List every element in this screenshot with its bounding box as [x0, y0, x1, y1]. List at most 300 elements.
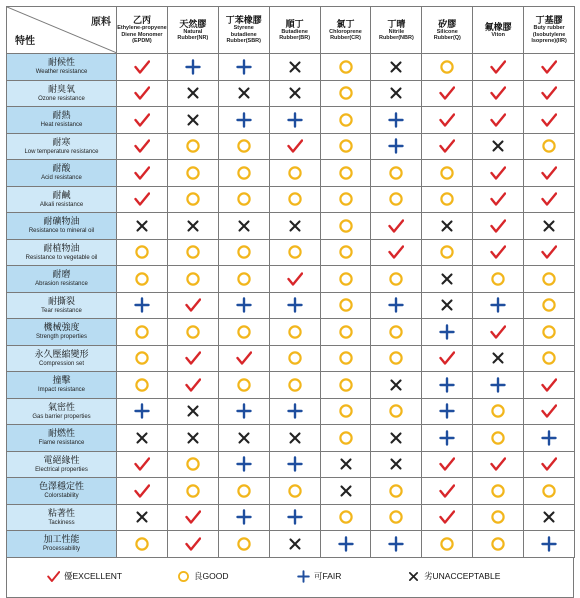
- rating-cell: [218, 107, 269, 134]
- property-name-cn: 撞擊: [52, 375, 71, 386]
- circle-icon: [490, 536, 506, 552]
- rating-cell: [524, 186, 575, 213]
- legend-item: [297, 570, 341, 583]
- property-name-cn: 電絕緣性: [43, 454, 80, 465]
- rating-cell: [371, 186, 422, 213]
- rating-cell: [320, 133, 371, 160]
- rating-cell: [269, 133, 320, 160]
- check-icon: [134, 59, 150, 75]
- cross-icon: [287, 536, 303, 552]
- cross-icon: [185, 218, 201, 234]
- table-row: [7, 531, 575, 558]
- material-name-cn: 順丁: [285, 18, 304, 29]
- property-cell: [7, 531, 117, 558]
- rating-cell: [524, 478, 575, 505]
- property-name-cn: 耐礦物油: [43, 216, 80, 227]
- rating-cell: [218, 478, 269, 505]
- material-name-cn: 丁苯橡膠: [225, 15, 262, 26]
- property-name-en: Strength properties: [35, 334, 88, 341]
- material-name-en-2: Rubber(BR): [279, 35, 311, 41]
- rating-cell: [320, 372, 371, 399]
- cross-icon: [388, 85, 404, 101]
- circle-icon: [185, 191, 201, 207]
- rating-cell: [371, 504, 422, 531]
- rating-cell: [167, 292, 218, 319]
- cross-icon: [338, 483, 354, 499]
- rating-cell: [320, 292, 371, 319]
- circle-icon: [541, 271, 557, 287]
- material-header: [167, 7, 218, 54]
- rating-cell: [473, 54, 524, 81]
- property-name-en: Electrical properties: [35, 466, 88, 473]
- rating-cell: [269, 504, 320, 531]
- legend-item: [177, 570, 228, 583]
- material-name-en-1: Viton: [491, 31, 505, 38]
- circle-icon: [236, 377, 252, 393]
- circle-icon: [338, 271, 354, 287]
- circle-icon: [338, 59, 354, 75]
- circle-icon: [134, 271, 150, 287]
- cross-icon: [439, 297, 455, 313]
- cross-icon: [287, 59, 303, 75]
- plus-icon: [338, 536, 354, 552]
- check-icon: [439, 456, 455, 472]
- cross-icon: [236, 430, 252, 446]
- rating-cell: [524, 504, 575, 531]
- material-name-en-2: butadiene: [230, 31, 257, 38]
- cross-icon: [185, 85, 201, 101]
- property-label: 特性: [15, 36, 35, 47]
- circle-icon: [185, 165, 201, 181]
- table-row: [7, 425, 575, 452]
- circle-icon: [287, 244, 303, 260]
- circle-icon: [185, 483, 201, 499]
- rating-cell: [218, 345, 269, 372]
- property-name-cn: 永久壓縮變形: [34, 348, 89, 359]
- circle-icon: [134, 536, 150, 552]
- circle-icon: [490, 271, 506, 287]
- circle-icon: [338, 324, 354, 340]
- circle-icon: [338, 509, 354, 525]
- rating-cell: [269, 478, 320, 505]
- property-name-cn: 耐磨: [52, 269, 71, 280]
- plus-icon: [541, 536, 557, 552]
- circle-icon: [338, 138, 354, 154]
- circle-icon: [490, 483, 506, 499]
- property-cell: [7, 451, 117, 478]
- rating-cell: [269, 345, 320, 372]
- rating-cell: [371, 213, 422, 240]
- legend-label: 劣UNACCEPTABLE: [424, 571, 501, 581]
- rating-cell: [473, 531, 524, 558]
- rating-cell: [218, 160, 269, 187]
- cross-icon: [490, 138, 506, 154]
- circle-icon: [388, 403, 404, 419]
- rating-cell: [269, 239, 320, 266]
- circle-icon: [541, 350, 557, 366]
- material-header: [473, 7, 524, 54]
- rating-cell: [269, 398, 320, 425]
- rating-cell: [473, 133, 524, 160]
- check-icon: [185, 377, 201, 393]
- rating-cell: [320, 345, 371, 372]
- rating-cell: [167, 239, 218, 266]
- rating-cell: [473, 319, 524, 346]
- plus-icon: [388, 112, 404, 128]
- table-row: [7, 213, 575, 240]
- rating-cell: [473, 292, 524, 319]
- material-name-cn: 氟橡膠: [484, 21, 512, 32]
- cross-icon: [439, 271, 455, 287]
- legend-item: [407, 570, 500, 583]
- circle-icon: [338, 403, 354, 419]
- rating-cell: [167, 133, 218, 160]
- property-name-en: Processability: [42, 546, 80, 553]
- rating-cell: [117, 160, 168, 187]
- legend: [6, 558, 574, 598]
- check-icon: [541, 59, 557, 75]
- plus-icon: [439, 377, 455, 393]
- rating-cell: [524, 531, 575, 558]
- circle-icon: [388, 350, 404, 366]
- rating-cell: [524, 80, 575, 107]
- cross-icon: [407, 570, 420, 583]
- rating-cell: [320, 213, 371, 240]
- check-icon: [490, 244, 506, 260]
- property-cell: [7, 504, 117, 531]
- rating-cell: [422, 186, 473, 213]
- rating-cell: [473, 425, 524, 452]
- rating-cell: [269, 160, 320, 187]
- cross-icon: [287, 218, 303, 234]
- property-cell: [7, 398, 117, 425]
- rating-cell: [422, 451, 473, 478]
- circle-icon: [338, 377, 354, 393]
- property-cell: [7, 186, 117, 213]
- circle-icon: [541, 483, 557, 499]
- property-name-en: Acid resistance: [41, 175, 82, 182]
- check-icon: [490, 165, 506, 181]
- property-name-cn: 耐酸: [52, 163, 71, 174]
- material-name-en-1: Nitrile: [388, 28, 405, 35]
- cross-icon: [134, 218, 150, 234]
- property-cell: [7, 266, 117, 293]
- property-cell: [7, 107, 117, 134]
- rating-cell: [473, 398, 524, 425]
- plus-icon: [490, 297, 506, 313]
- property-name-en: Ozone resistance: [38, 95, 85, 102]
- rating-cell: [422, 133, 473, 160]
- rating-cell: [371, 345, 422, 372]
- plus-icon: [490, 377, 506, 393]
- property-name-cn: 耐植物油: [43, 242, 80, 253]
- material-header: [269, 7, 320, 54]
- property-name-en: Flame resistance: [38, 440, 85, 447]
- rating-cell: [218, 133, 269, 160]
- rating-cell: [524, 160, 575, 187]
- rating-cell: [422, 531, 473, 558]
- check-icon: [439, 112, 455, 128]
- rating-cell: [269, 531, 320, 558]
- rating-cell: [269, 266, 320, 293]
- plus-icon: [236, 112, 252, 128]
- rating-cell: [371, 80, 422, 107]
- rating-cell: [371, 372, 422, 399]
- material-name-en-3: Rubber(SBR): [226, 38, 261, 45]
- rating-cell: [218, 372, 269, 399]
- property-name-cn: 粘著性: [47, 507, 75, 518]
- material-header: [320, 7, 371, 54]
- rating-cell: [269, 372, 320, 399]
- material-name-en-1: Ethylene-propyene: [117, 25, 167, 32]
- rating-cell: [167, 398, 218, 425]
- rating-cell: [218, 504, 269, 531]
- circle-icon: [490, 430, 506, 446]
- plus-icon: [236, 456, 252, 472]
- rating-cell: [269, 451, 320, 478]
- material-name-en-1: Silicone: [436, 28, 458, 35]
- cross-icon: [236, 218, 252, 234]
- rating-cell: [167, 213, 218, 240]
- check-icon: [134, 85, 150, 101]
- rating-cell: [269, 54, 320, 81]
- circle-icon: [439, 244, 455, 260]
- property-name-cn: 耐燃性: [47, 428, 75, 439]
- check-icon: [439, 509, 455, 525]
- rating-cell: [473, 80, 524, 107]
- property-name-en: Compression set: [38, 360, 85, 367]
- material-name-en-1: Butadiene: [281, 28, 308, 35]
- rating-cell: [524, 54, 575, 81]
- table-row: [7, 107, 575, 134]
- circle-icon: [490, 509, 506, 525]
- rating-cell: [117, 372, 168, 399]
- rating-cell: [422, 80, 473, 107]
- rating-cell: [117, 451, 168, 478]
- check-icon: [134, 191, 150, 207]
- check-icon: [388, 218, 404, 234]
- material-name-cn: 丁晴: [387, 18, 406, 29]
- check-icon: [185, 297, 201, 313]
- cross-icon: [388, 456, 404, 472]
- rating-cell: [371, 133, 422, 160]
- circle-icon: [388, 191, 404, 207]
- check-icon: [541, 456, 557, 472]
- rating-cell: [320, 266, 371, 293]
- cross-icon: [134, 430, 150, 446]
- check-icon: [185, 509, 201, 525]
- check-icon: [490, 85, 506, 101]
- property-name-en: Resistance to vegetable oil: [25, 254, 98, 261]
- cross-icon: [287, 85, 303, 101]
- cross-icon: [185, 430, 201, 446]
- rating-cell: [167, 345, 218, 372]
- material-name-cn: 天然膠: [179, 18, 207, 29]
- rating-cell: [422, 54, 473, 81]
- circle-icon: [338, 165, 354, 181]
- check-icon: [439, 85, 455, 101]
- rating-cell: [473, 478, 524, 505]
- material-header: [371, 7, 422, 54]
- property-name-cn: 耐臭氧: [47, 83, 75, 94]
- rating-cell: [371, 54, 422, 81]
- circle-icon: [134, 350, 150, 366]
- rating-cell: [167, 451, 218, 478]
- property-name-en: Gas barrier properties: [32, 413, 91, 420]
- rating-cell: [117, 504, 168, 531]
- rating-cell: [371, 319, 422, 346]
- table-row: [7, 239, 575, 266]
- rating-cell: [117, 186, 168, 213]
- rating-cell: [117, 319, 168, 346]
- property-name-cn: 機械強度: [43, 322, 80, 333]
- plus-icon: [388, 138, 404, 154]
- cross-icon: [134, 509, 150, 525]
- check-icon: [134, 483, 150, 499]
- plus-icon: [388, 536, 404, 552]
- plus-icon: [134, 297, 150, 313]
- rating-cell: [320, 451, 371, 478]
- check-icon: [541, 403, 557, 419]
- rating-cell: [117, 531, 168, 558]
- rating-cell: [524, 133, 575, 160]
- material-name-en-1: Chloroprene: [329, 28, 362, 35]
- rating-cell: [117, 107, 168, 134]
- rating-cell: [167, 107, 218, 134]
- check-icon: [439, 138, 455, 154]
- rating-cell: [218, 80, 269, 107]
- material-name-cn: 丁基膠: [535, 15, 563, 26]
- circle-icon: [287, 350, 303, 366]
- table-row: [7, 133, 575, 160]
- table-row: [7, 478, 575, 505]
- rating-cell: [524, 398, 575, 425]
- check-icon: [439, 483, 455, 499]
- rating-cell: [473, 504, 524, 531]
- rating-cell: [269, 213, 320, 240]
- header-row: [7, 7, 575, 54]
- cross-icon: [388, 377, 404, 393]
- check-icon: [490, 218, 506, 234]
- cross-icon: [388, 59, 404, 75]
- circle-icon: [177, 570, 190, 583]
- plus-icon: [287, 297, 303, 313]
- check-icon: [185, 536, 201, 552]
- rating-cell: [167, 160, 218, 187]
- property-name-cn: 耐候性: [47, 57, 75, 68]
- rating-cell: [473, 213, 524, 240]
- circle-icon: [338, 244, 354, 260]
- material-name-en-2: Rubber(CR): [330, 35, 361, 41]
- circle-icon: [439, 191, 455, 207]
- material-name-en-1: Buty rubber: [533, 25, 565, 32]
- rating-cell: [167, 80, 218, 107]
- rating-cell: [524, 266, 575, 293]
- circle-icon: [134, 244, 150, 260]
- plus-icon: [388, 297, 404, 313]
- material-name-en-2: Diene Monomer: [121, 31, 163, 38]
- rating-cell: [320, 107, 371, 134]
- circle-icon: [134, 324, 150, 340]
- circle-icon: [439, 536, 455, 552]
- check-icon: [490, 456, 506, 472]
- plus-icon: [236, 297, 252, 313]
- circle-icon: [541, 324, 557, 340]
- circle-icon: [541, 138, 557, 154]
- material-name-en-1: Styrene: [233, 25, 254, 32]
- circle-icon: [236, 191, 252, 207]
- rating-cell: [320, 504, 371, 531]
- material-name-en-2: (Isobutylene: [532, 31, 566, 38]
- rating-cell: [524, 319, 575, 346]
- check-icon: [490, 59, 506, 75]
- rating-cell: [167, 186, 218, 213]
- rating-cell: [218, 292, 269, 319]
- rating-cell: [117, 133, 168, 160]
- property-name-cn: 色澤穩定性: [38, 481, 84, 492]
- check-icon: [287, 271, 303, 287]
- rating-cell: [524, 345, 575, 372]
- circle-icon: [439, 165, 455, 181]
- check-icon: [287, 138, 303, 154]
- legend-label: 優EXCELLENT: [64, 571, 123, 581]
- circle-icon: [287, 191, 303, 207]
- check-icon: [134, 456, 150, 472]
- circle-icon: [287, 483, 303, 499]
- rating-cell: [473, 372, 524, 399]
- rating-cell: [422, 319, 473, 346]
- circle-icon: [338, 297, 354, 313]
- rating-cell: [371, 398, 422, 425]
- circle-icon: [185, 456, 201, 472]
- table-row: [7, 504, 575, 531]
- rating-cell: [320, 54, 371, 81]
- table-row: [7, 345, 575, 372]
- property-cell: [7, 478, 117, 505]
- rating-cell: [269, 186, 320, 213]
- rating-cell: [524, 425, 575, 452]
- rating-cell: [167, 531, 218, 558]
- rating-cell: [320, 425, 371, 452]
- rating-cell: [320, 478, 371, 505]
- table-row: [7, 80, 575, 107]
- circle-icon: [287, 165, 303, 181]
- rating-cell: [320, 160, 371, 187]
- check-icon: [134, 165, 150, 181]
- circle-icon: [185, 138, 201, 154]
- rating-cell: [117, 345, 168, 372]
- cross-icon: [541, 509, 557, 525]
- material-name-cn: 氯丁: [336, 18, 355, 29]
- rating-cell: [524, 451, 575, 478]
- legend-label: 可FAIR: [314, 571, 342, 581]
- rating-cell: [473, 239, 524, 266]
- rating-cell: [422, 160, 473, 187]
- property-name-en: Low temperature resistance: [24, 148, 99, 155]
- circle-icon: [236, 138, 252, 154]
- material-header: [524, 7, 575, 54]
- property-name-en: Weather resistance: [35, 69, 88, 76]
- rating-cell: [422, 266, 473, 293]
- property-name-en: Abrasion resistance: [35, 281, 88, 288]
- rating-cell: [320, 239, 371, 266]
- rating-cell: [320, 398, 371, 425]
- material-name-en-2: Rubber(Q): [433, 35, 461, 41]
- material-header: [422, 7, 473, 54]
- cross-icon: [439, 218, 455, 234]
- properties-table: [6, 6, 575, 558]
- rating-cell: [422, 504, 473, 531]
